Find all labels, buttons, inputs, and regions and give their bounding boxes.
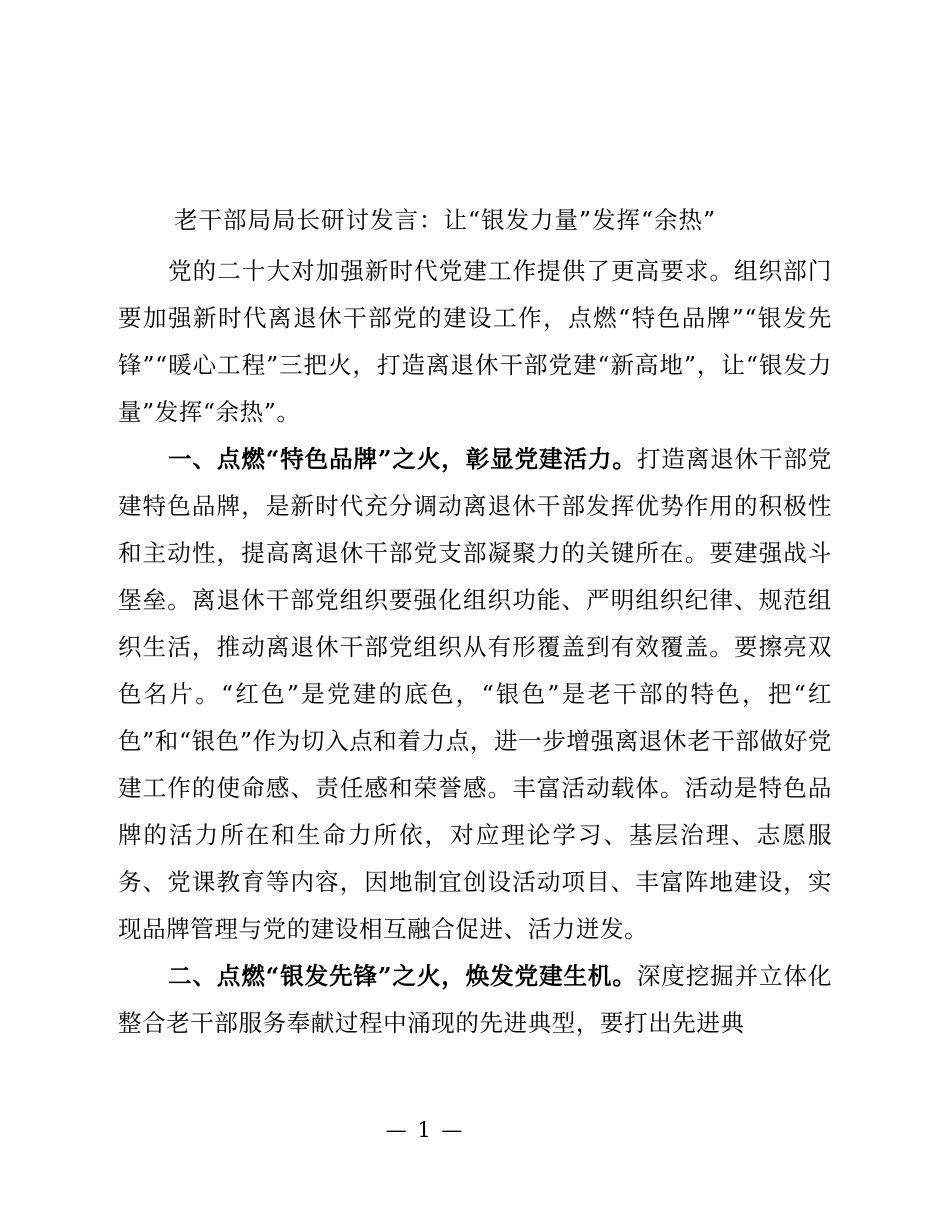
- document-title: 老干部局局长研讨发言：让“银发力量”发挥“余热”: [174, 206, 717, 234]
- paragraph-1: [118, 248, 832, 436]
- paragraph-2-lead: 一、点燃“特色品牌”之火，彰显党建活力。: [168, 445, 637, 473]
- paragraph-3-lead: 二、点燃“银发先锋”之火，焕发党建生机。: [168, 962, 637, 990]
- paragraph-3-text: 深度挖掘并立体化整合老干部服务奉献过程中涌现的先进典型，要打出先进典: [118, 962, 832, 1037]
- paragraph-3: [118, 953, 832, 1047]
- page-number: — 1 —: [385, 1118, 465, 1142]
- paragraph-2-text: 打造离退休干部党建特色品牌，是新时代充分调动离退休干部发挥优势作用的积极性和主动性，提高离退休干部党支部凝聚力的关键所在。要建强战斗堡垒。离退休干部党组织要强化组织功能、严明组织纪律、规范组织生活，推动离退休干部党组织从有形覆盖到有效覆盖。要擦亮双色名片。“红色”是党建的底色，“银色”是老干部的特色，把“红色”和“银色”作为切入点和着力点，进一步增强离退休老干部做好党建工作的使命感、责任感和荣誉感。丰富活动载体。活动是特色品牌的活力所在和生命力所依，对应理论学习、基层治理、志愿服务、党课教育等内容，因地制宜创设活动项目、丰富阵地建设，实现品牌管理与党的建设相互融合促进、活力迸发。: [118, 445, 832, 943]
- paragraph-1-text: 党的二十大对加强新时代党建工作提供了更高要求。组织部门要加强新时代离退休干部党的建设工作，点燃“特色品牌”“银发先锋”“暖心工程”三把火，打造离退休干部党建“新高地”，让“银发力量”发挥“余热”。: [118, 257, 832, 426]
- paragraph-2: [118, 436, 832, 953]
